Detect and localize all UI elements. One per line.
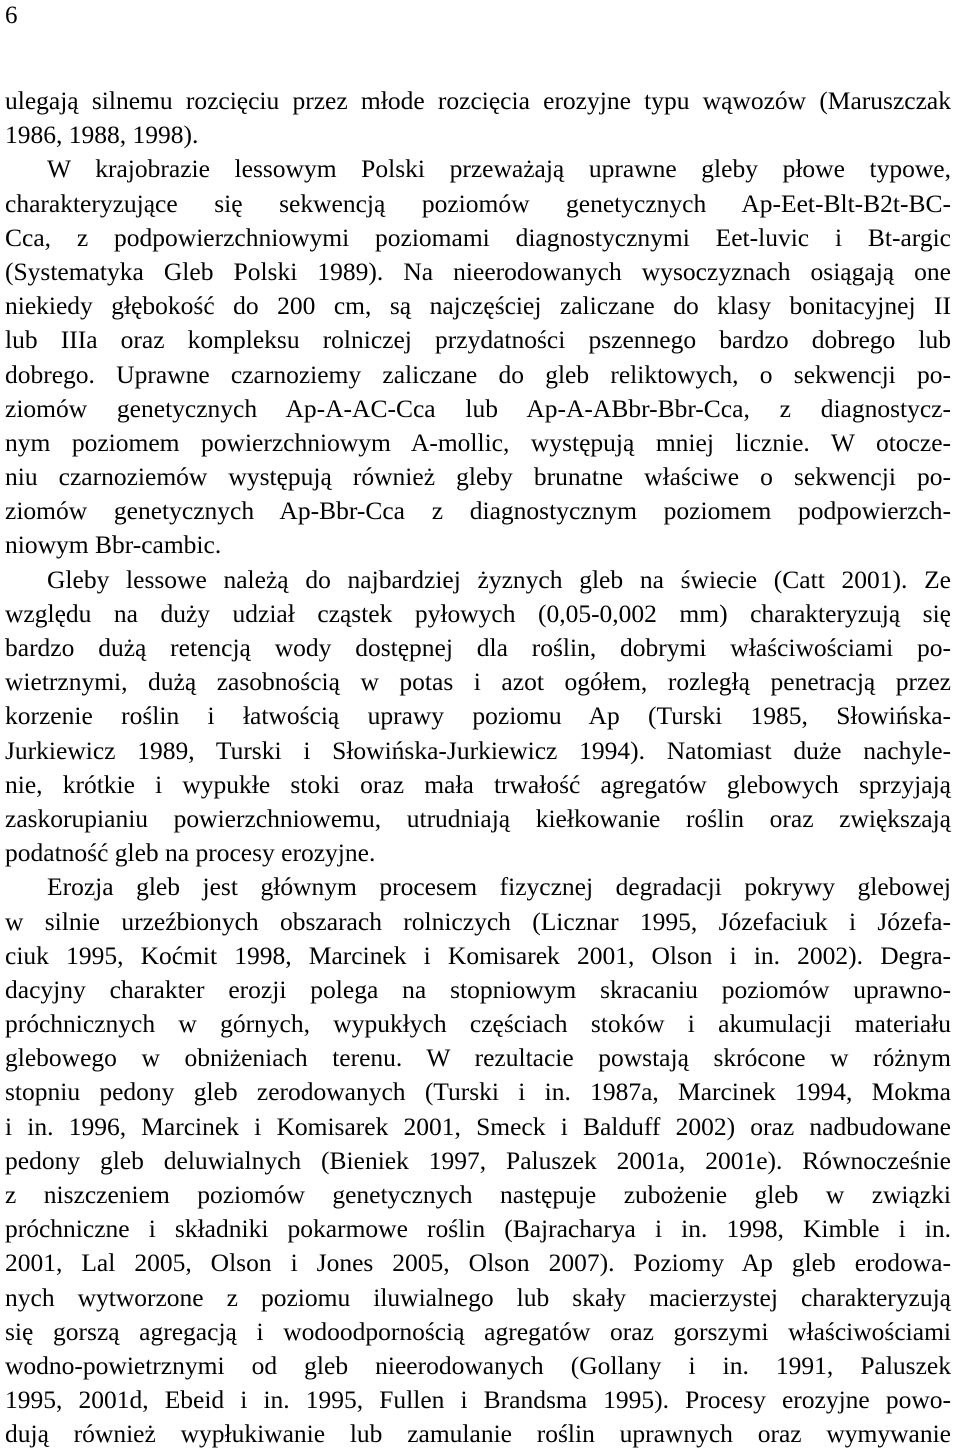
- text-line: wodno-powietrznymi od gleb nieerodowanych (Gollany i in. 1991, Paluszek: [5, 1350, 951, 1380]
- text-line: niu czarnoziemów występują również gleby brunatne właściwe o sekwencji po-: [5, 462, 951, 492]
- text-line: 1995, 2001d, Ebeid i in. 1995, Fullen i Brandsma 1995). Procesy erozyjne powo-: [5, 1385, 951, 1415]
- text-line: zaskorupianiu powierzchniowemu, utrudniają kiełkowanie roślin oraz zwiększają: [5, 803, 951, 833]
- text-line: Erozja gleb jest głównym procesem fizycznej degradacji pokrywy glebowej: [47, 872, 951, 902]
- text-line: glebowego w obniżeniach terenu. W rezultacie powstają skrócone w różnym: [5, 1043, 951, 1073]
- text-line: dują również wypłukiwanie lub zamulanie roślin uprawnych oraz wymywanie: [5, 1419, 951, 1449]
- text-line: 2001, Lal 2005, Olson i Jones 2005, Olson 2007). Poziomy Ap gleb erodowa-: [5, 1248, 951, 1278]
- text-line: się gorszą agregacją i wodoodpornością agregatów oraz gorszymi właściwościami: [5, 1316, 951, 1346]
- text-line: próchnicznych w górnych, wypukłych częściach stoków i akumulacji materiału: [5, 1009, 951, 1039]
- body-text: [5, 84, 951, 1452]
- text-line: dacyjny charakter erozji polega na stopniowym skracaniu poziomów uprawno-: [5, 974, 951, 1004]
- text-line: ziomów genetycznych Ap-A-AC-Cca lub Ap-A-ABbr-Bbr-Cca, z diagnostycz-: [5, 393, 951, 423]
- text-line: W krajobrazie lessowym Polski przeważają uprawne gleby płowe typowe,: [47, 154, 951, 184]
- text-line: pedony gleb deluwialnych (Bieniek 1997, Paluszek 2001a, 2001e). Równocześnie: [5, 1145, 951, 1175]
- text-line: Gleby lessowe należą do najbardziej żyznych gleb na świecie (Catt 2001). Ze: [47, 564, 951, 594]
- text-line: ciuk 1995, Koćmit 1998, Marcinek i Komisarek 2001, Olson i in. 2002). Degra-: [5, 940, 951, 970]
- text-line: nym poziomem powierzchniowym A-mollic, występują mniej licznie. W otocze-: [5, 427, 951, 457]
- page-number: 6: [5, 2, 18, 29]
- text-line: (Systematyka Gleb Polski 1989). Na nieerodowanych wysoczyznach osiągają one: [5, 256, 951, 286]
- text-line: i in. 1996, Marcinek i Komisarek 2001, Smeck i Balduff 2002) oraz nadbudowane: [5, 1111, 951, 1141]
- text-line: w silnie urzeźbionych obszarach rolniczych (Licznar 1995, Józefaciuk i Józefa-: [5, 906, 951, 936]
- text-line: z niszczeniem poziomów genetycznych następuje zubożenie gleb w związki: [5, 1180, 951, 1209]
- text-line: charakteryzujące się sekwencją poziomów genetycznych Ap-Eet-Blt-B2t-BC-: [5, 188, 951, 218]
- text-line: niowym Bbr-cambic.: [5, 530, 222, 560]
- text-line: korzenie roślin i łatwością uprawy poziomu Ap (Turski 1985, Słowińska-: [5, 701, 951, 731]
- text-line: ziomów genetycznych Ap-Bbr-Cca z diagnostycznym poziomem podpowierzch-: [5, 496, 951, 526]
- text-line: niekiedy głębokość do 200 cm, są najczęściej zaliczane do klasy bonitacyjnej II: [5, 291, 951, 321]
- text-line: podatność gleb na procesy erozyjne.: [5, 838, 376, 868]
- text-line: Cca, z podpowierzchniowymi poziomami diagnostycznymi Eet-luvic i Bt-argic: [5, 222, 951, 252]
- text-line: 1986, 1988, 1998).: [5, 120, 199, 150]
- text-line: względu na duży udział cząstek pyłowych (0,05-0,002 mm) charakteryzują się: [5, 598, 951, 628]
- text-line: ulegają silnemu rozcięciu przez młode rozcięcia erozyjne typu wąwozów (Maruszczak: [5, 86, 951, 115]
- text-line: wietrznymi, dużą zasobnością w potas i azot ogółem, rozległą penetracją przez: [5, 667, 951, 697]
- text-line: próchniczne i składniki pokarmowe roślin (Bajracharya i in. 1998, Kimble i in.: [5, 1214, 951, 1244]
- text-line: bardzo dużą retencją wody dostępnej dla roślin, dobrymi właściwościami po-: [5, 633, 951, 662]
- text-line: dobrego. Uprawne czarnoziemy zaliczane do gleb reliktowych, o sekwencji po-: [5, 359, 951, 389]
- text-line: nie, krótkie i wypukłe stoki oraz mała trwałość agregatów glebowych sprzyjają: [5, 769, 951, 799]
- text-line: Jurkiewicz 1989, Turski i Słowińska-Jurkiewicz 1994). Natomiast duże nachyle-: [5, 735, 951, 765]
- text-line: nych wytworzone z poziomu iluwialnego lub skały macierzystej charakteryzują: [5, 1282, 951, 1312]
- text-line: stopniu pedony gleb zerodowanych (Turski i in. 1987a, Marcinek 1994, Mokma: [5, 1077, 951, 1107]
- text-line: lub IIIa oraz kompleksu rolniczej przydatności pszennego bardzo dobrego lub: [5, 325, 951, 355]
